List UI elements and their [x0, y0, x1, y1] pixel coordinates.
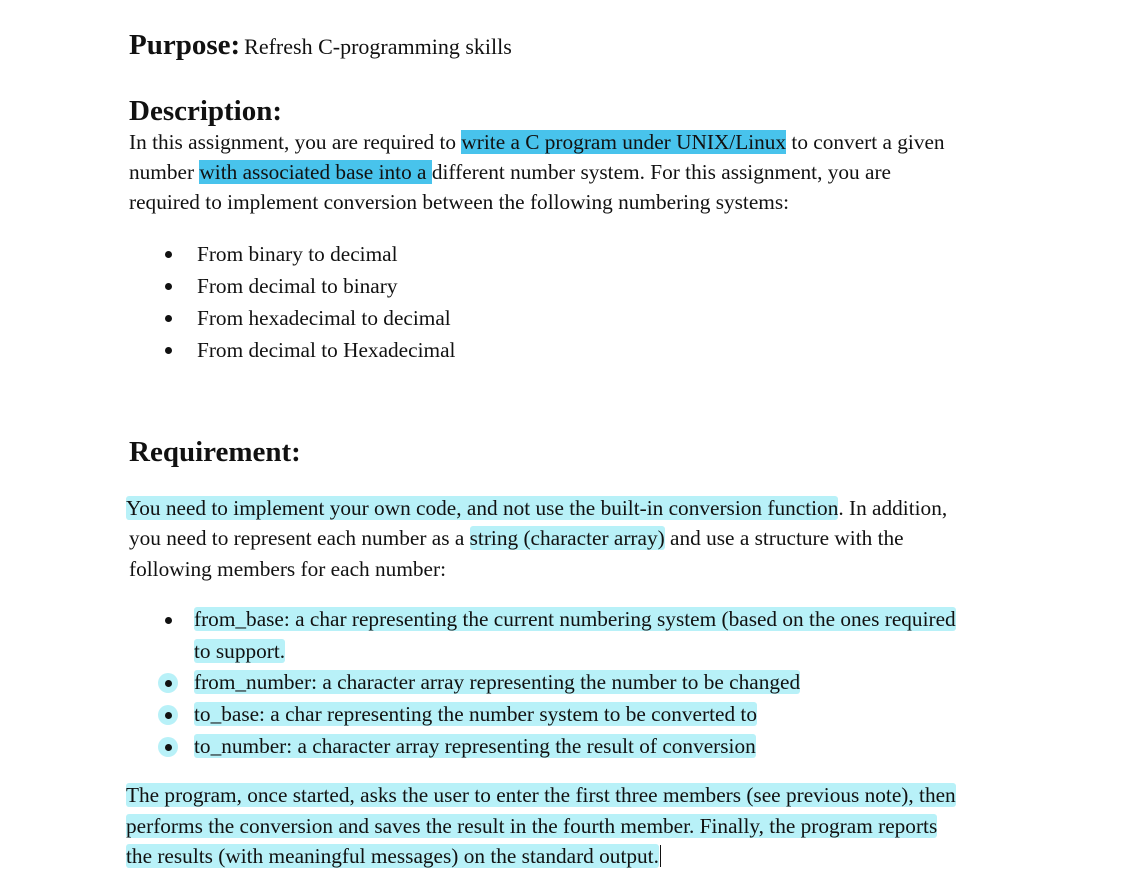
requirement-line-2-a: you need to represent each number as a [129, 526, 470, 550]
description-heading: Description: [129, 95, 283, 127]
requirement-line-2 [129, 523, 904, 553]
description-bullet: From decimal to binary [197, 274, 398, 298]
requirement-bullet [194, 699, 757, 729]
requirement-highlight-2: string (character array) [469, 526, 665, 550]
closing-line-1 [126, 780, 956, 810]
description-line-1 [129, 127, 945, 157]
description-line-1-b: to convert a given [786, 130, 945, 154]
description-line-2-a: number [129, 160, 200, 184]
requirement-line-1 [126, 493, 947, 523]
requirement-bullet [194, 604, 956, 634]
bullet-dot [165, 347, 172, 354]
requirement-line-2-b: and use a structure with the [664, 526, 904, 550]
bullet-dot [165, 315, 172, 322]
requirement-bullet-text: to support. [194, 639, 286, 663]
closing-highlight: the results (with meaningful messages) on the standard output. [126, 844, 659, 868]
closing-line-3 [126, 841, 661, 871]
requirement-bullet [194, 667, 800, 697]
bullet-dot [165, 617, 172, 624]
text-cursor [660, 845, 661, 867]
purpose-text: Refresh C-programming skills [244, 34, 512, 59]
description-bullet: From hexadecimal to decimal [197, 306, 451, 330]
purpose-line [129, 29, 512, 62]
bullet-dot [165, 712, 172, 719]
description-bullet: From binary to decimal [197, 242, 398, 266]
requirement-bullet [194, 731, 756, 761]
description-line-2 [129, 157, 891, 187]
closing-line-2 [126, 811, 937, 841]
bullet-dot [165, 744, 172, 751]
bullet-dot [165, 251, 172, 258]
requirement-line-1-b: . In addition, [838, 496, 948, 520]
requirement-highlight-1: You need to implement your own code, and not use the built-in conversion function [126, 496, 839, 520]
description-highlight-2: with associated base into a [199, 160, 432, 184]
purpose-heading: Purpose: [129, 29, 241, 61]
requirement-heading: Requirement: [129, 436, 301, 468]
bullet-dot [165, 680, 172, 687]
closing-highlight: performs the conversion and saves the result in the fourth member. Finally, the program reports [126, 814, 938, 838]
description-line-3: required to implement conversion between the following numbering systems: [129, 190, 790, 214]
requirement-bullet-text: to_number: a character array representing the result of conversion [194, 734, 756, 758]
requirement-bullet-text: to_base: a char representing the number system to be converted to [194, 702, 757, 726]
requirement-line-3: following members for each number: [129, 557, 446, 581]
description-bullet: From decimal to Hexadecimal [197, 338, 456, 362]
bullet-dot [165, 283, 172, 290]
closing-highlight: The program, once started, asks the user to enter the first three members (see previous note), then [126, 783, 956, 807]
description-line-2-b: different number system. For this assignment, you are [431, 160, 892, 184]
requirement-bullet-continuation [194, 636, 285, 666]
requirement-bullet-text: from_base: a char representing the current numbering system (based on the ones required [194, 607, 956, 631]
description-line-1-a: In this assignment, you are required to [129, 130, 462, 154]
description-highlight-1: write a C program under UNIX/Linux [461, 130, 787, 154]
requirement-bullet-text: from_number: a character array representing the number to be changed [194, 670, 801, 694]
